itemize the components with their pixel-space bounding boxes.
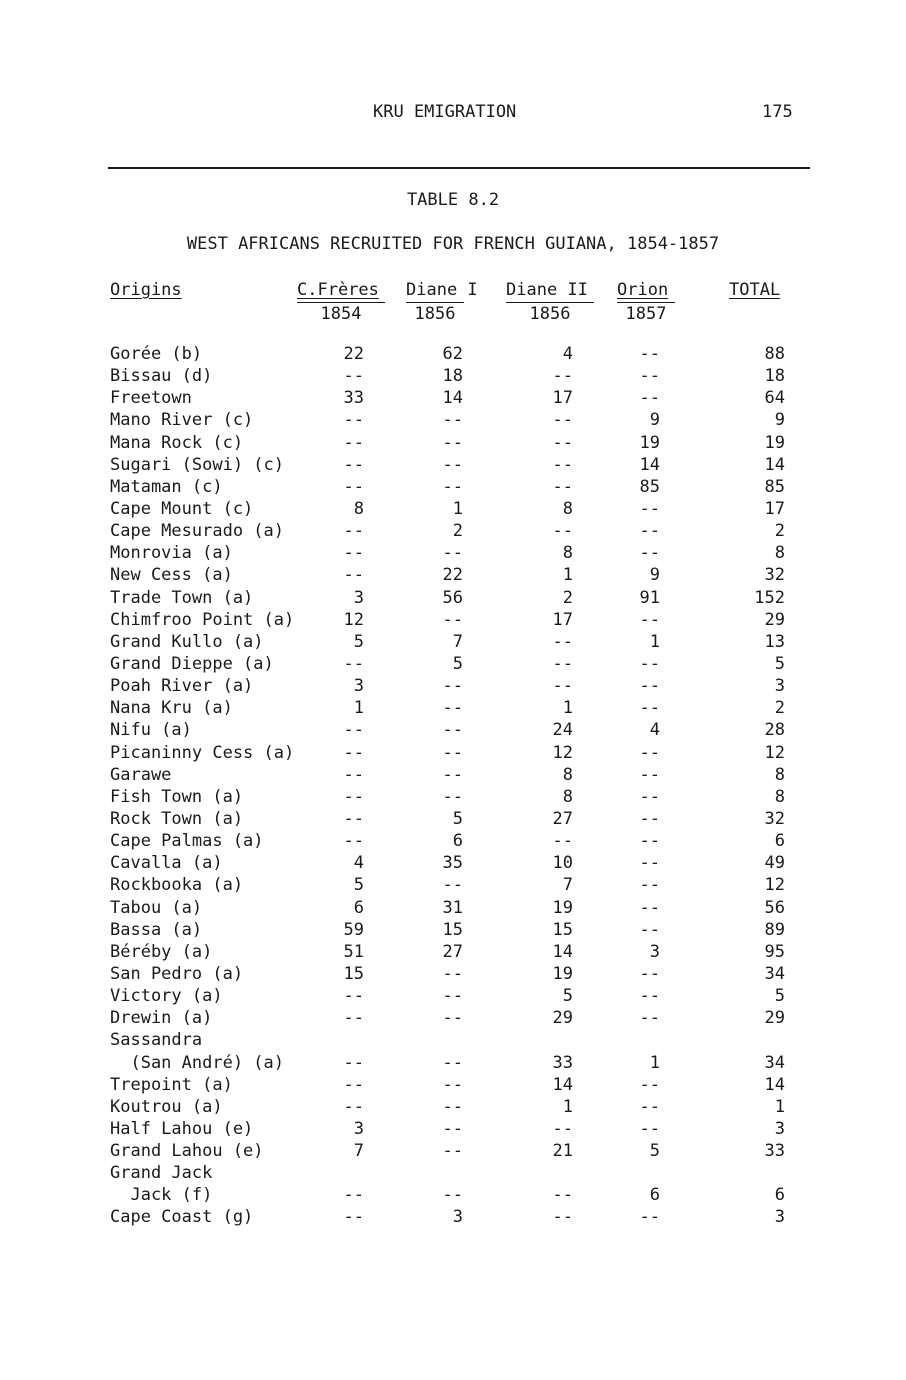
diane1-cell: -- — [442, 432, 463, 453]
diane2-cell: 21 — [552, 1141, 573, 1162]
diane1-cell: 1 — [452, 498, 463, 519]
origin-cell: Tabou (a) — [110, 897, 203, 918]
total-cell: 8 — [774, 543, 785, 564]
cfreres-cell: -- — [343, 454, 364, 475]
diane2-cell: -- — [552, 454, 573, 475]
table-row — [0, 1007, 906, 1029]
total-cell: 64 — [764, 388, 785, 409]
cfreres-cell: -- — [343, 1052, 364, 1073]
total-cell: 34 — [764, 963, 785, 984]
origin-cell: Victory (a) — [110, 986, 223, 1007]
total-cell: 85 — [764, 476, 785, 497]
origin-cell: Mataman (c) — [110, 476, 223, 497]
diane2-cell: 1 — [562, 565, 573, 586]
col-header-cfreres-year: 1854 — [297, 302, 385, 324]
cfreres-cell: -- — [343, 366, 364, 387]
table-row — [0, 609, 906, 631]
origin-cell: Grand Dieppe (a) — [110, 653, 274, 674]
total-cell: 29 — [764, 1008, 785, 1029]
diane2-cell: 2 — [562, 587, 573, 608]
cfreres-cell: -- — [343, 831, 364, 852]
diane1-cell: 5 — [452, 808, 463, 829]
total-cell: 28 — [764, 720, 785, 741]
diane2-cell: 33 — [552, 1052, 573, 1073]
cfreres-cell: -- — [343, 786, 364, 807]
orion-cell: 9 — [649, 565, 660, 586]
diane1-cell: 6 — [452, 831, 463, 852]
cfreres-cell: -- — [343, 476, 364, 497]
cfreres-cell: -- — [343, 410, 364, 431]
total-cell: 12 — [764, 875, 785, 896]
origin-cell: Grand Jack — [110, 1163, 213, 1184]
diane2-cell: 8 — [562, 786, 573, 807]
total-cell: 6 — [774, 831, 785, 852]
table-row — [0, 919, 906, 941]
diane1-cell: 27 — [442, 941, 463, 962]
total-cell: 9 — [774, 410, 785, 431]
origin-cell: Sassandra — [110, 1030, 203, 1051]
orion-cell: -- — [639, 344, 660, 364]
cfreres-cell: -- — [343, 521, 364, 542]
diane2-cell: 19 — [552, 897, 573, 918]
total-cell: 19 — [764, 432, 785, 453]
cfreres-cell: -- — [343, 808, 364, 829]
origin-cell: Cape Palmas (a) — [110, 831, 264, 852]
origin-cell: Béréby (a) — [110, 941, 213, 962]
diane1-cell: 62 — [442, 344, 463, 364]
orion-cell: -- — [639, 875, 660, 896]
cfreres-cell: 15 — [343, 963, 364, 984]
table-row — [0, 365, 906, 387]
orion-cell: -- — [639, 764, 660, 785]
total-cell: 6 — [774, 1185, 785, 1206]
origin-cell: Half Lahou (e) — [110, 1118, 254, 1139]
diane1-cell: 18 — [442, 366, 463, 387]
table-row — [0, 653, 906, 675]
cfreres-cell: -- — [343, 432, 364, 453]
total-cell: 2 — [774, 698, 785, 719]
cfreres-cell: -- — [343, 565, 364, 586]
table-row — [0, 719, 906, 741]
table-row — [0, 830, 906, 852]
total-cell: 8 — [774, 764, 785, 785]
col-header-diane2: Diane II — [506, 280, 588, 300]
orion-cell: 19 — [639, 432, 660, 453]
diane2-cell: 1 — [562, 1096, 573, 1117]
orion-cell: -- — [639, 1207, 660, 1228]
orion-cell: -- — [639, 676, 660, 697]
cfreres-cell: 6 — [353, 897, 364, 918]
diane2-cell: 10 — [552, 853, 573, 874]
cfreres-cell: 22 — [343, 344, 364, 364]
origin-cell: Drewin (a) — [110, 1008, 213, 1029]
origin-cell: Picaninny Cess (a) — [110, 742, 295, 763]
diane1-cell: -- — [442, 720, 463, 741]
diane2-cell: 7 — [562, 875, 573, 896]
cfreres-cell: -- — [343, 986, 364, 1007]
table-row — [0, 520, 906, 542]
cfreres-cell: -- — [343, 1074, 364, 1095]
total-cell: 18 — [764, 366, 785, 387]
table-row — [0, 542, 906, 564]
col-header-diane1: Diane I — [406, 280, 478, 300]
cfreres-cell: 7 — [353, 1141, 364, 1162]
col-header-cfreres — [297, 280, 379, 300]
diane2-cell: 17 — [552, 609, 573, 630]
diane2-cell: 19 — [552, 963, 573, 984]
orion-cell: -- — [639, 653, 660, 674]
cfreres-cell: 59 — [343, 919, 364, 940]
cfreres-cell: -- — [343, 653, 364, 674]
cfreres-cell: -- — [343, 1008, 364, 1029]
total-cell: 3 — [774, 1207, 785, 1228]
origin-cell: Chimfroo Point (a) — [110, 609, 295, 630]
diane1-cell: -- — [442, 543, 463, 564]
diane2-cell: -- — [552, 653, 573, 674]
origin-cell: Koutrou (a) — [110, 1096, 223, 1117]
table-row — [0, 343, 906, 365]
origin-cell: Trade Town (a) — [110, 587, 254, 608]
table-row — [0, 941, 906, 963]
diane2-cell: 4 — [562, 344, 573, 364]
table-row — [0, 1074, 906, 1096]
orion-cell: 1 — [649, 1052, 660, 1073]
orion-cell: -- — [639, 543, 660, 564]
orion-cell: -- — [639, 963, 660, 984]
orion-cell: -- — [639, 808, 660, 829]
table-row — [0, 786, 906, 808]
total-cell: 32 — [764, 565, 785, 586]
diane1-cell: -- — [442, 764, 463, 785]
orion-cell: 3 — [649, 941, 660, 962]
table-row — [0, 852, 906, 874]
diane1-cell: 56 — [442, 587, 463, 608]
orion-cell: -- — [639, 831, 660, 852]
diane1-cell: 3 — [452, 1207, 463, 1228]
diane2-cell: -- — [552, 676, 573, 697]
diane1-cell: 31 — [442, 897, 463, 918]
origin-cell: Rock Town (a) — [110, 808, 244, 829]
diane1-cell: -- — [442, 1052, 463, 1073]
origin-cell: Nana Kru (a) — [110, 698, 233, 719]
table-row — [0, 454, 906, 476]
orion-cell: -- — [639, 698, 660, 719]
total-cell: 8 — [774, 786, 785, 807]
origin-cell: Trepoint (a) — [110, 1074, 233, 1095]
orion-cell: -- — [639, 609, 660, 630]
table-row — [0, 963, 906, 985]
orion-cell: 5 — [649, 1141, 660, 1162]
origin-cell: Poah River (a) — [110, 676, 254, 697]
orion-cell: 4 — [649, 720, 660, 741]
diane1-cell: -- — [442, 1096, 463, 1117]
origin-cell: Nifu (a) — [110, 720, 192, 741]
origin-cell: Bassa (a) — [110, 919, 203, 940]
table-row — [0, 874, 906, 896]
table-row — [0, 1162, 906, 1184]
orion-cell: 6 — [649, 1185, 660, 1206]
diane2-cell: 15 — [552, 919, 573, 940]
diane2-cell: 29 — [552, 1008, 573, 1029]
origin-cell: San Pedro (a) — [110, 963, 244, 984]
total-cell: 5 — [774, 986, 785, 1007]
orion-cell: -- — [639, 521, 660, 542]
table-row — [0, 564, 906, 586]
diane1-cell: -- — [442, 476, 463, 497]
total-cell: 3 — [774, 1118, 785, 1139]
total-cell: 12 — [764, 742, 785, 763]
table-row — [0, 409, 906, 431]
diane1-cell: -- — [442, 410, 463, 431]
orion-cell: -- — [639, 786, 660, 807]
total-cell: 33 — [764, 1141, 785, 1162]
origin-cell: Mana Rock (c) — [110, 432, 244, 453]
table-row — [0, 498, 906, 520]
col-header-diane2-year: 1856 — [506, 302, 594, 324]
diane1-cell: 5 — [452, 653, 463, 674]
table-row — [0, 1052, 906, 1074]
total-cell: 152 — [754, 587, 785, 608]
cfreres-cell: -- — [343, 1096, 364, 1117]
table-body — [0, 343, 906, 1229]
orion-cell: 91 — [639, 587, 660, 608]
diane2-cell: 12 — [552, 742, 573, 763]
diane2-cell: 27 — [552, 808, 573, 829]
orion-cell: -- — [639, 1008, 660, 1029]
orion-cell: -- — [639, 1074, 660, 1095]
orion-cell: -- — [639, 919, 660, 940]
origin-cell: (San André) (a) — [110, 1052, 284, 1073]
origin-cell: Cape Mount (c) — [110, 498, 254, 519]
diane2-cell: 14 — [552, 1074, 573, 1095]
cfreres-cell: 3 — [353, 587, 364, 608]
table-row — [0, 897, 906, 919]
cfreres-cell: 3 — [353, 676, 364, 697]
table-row — [0, 675, 906, 697]
diane2-cell: 8 — [562, 764, 573, 785]
diane1-cell: 7 — [452, 631, 463, 652]
total-cell: 14 — [764, 454, 785, 475]
total-cell: 17 — [764, 498, 785, 519]
orion-cell: -- — [639, 742, 660, 763]
table-caption: WEST AFRICANS RECRUITED FOR FRENCH GUIANA, 1854-1857 — [186, 234, 720, 254]
origin-cell: Grand Lahou (e) — [110, 1141, 264, 1162]
diane2-cell: -- — [552, 1185, 573, 1206]
total-cell: 88 — [764, 344, 785, 364]
table-row — [0, 1118, 906, 1140]
diane2-cell: -- — [552, 631, 573, 652]
diane1-cell: -- — [442, 1074, 463, 1095]
total-cell: 29 — [764, 609, 785, 630]
table-number: TABLE 8.2 — [406, 190, 500, 210]
cfreres-cell: -- — [343, 720, 364, 741]
table-row — [0, 808, 906, 830]
diane2-cell: -- — [552, 1207, 573, 1228]
table-row — [0, 387, 906, 409]
diane1-cell: -- — [442, 698, 463, 719]
running-head-title: KRU EMIGRATION — [373, 102, 517, 122]
cfreres-cell: 8 — [353, 498, 364, 519]
diane1-cell: 22 — [442, 565, 463, 586]
diane2-cell: -- — [552, 521, 573, 542]
diane1-cell: -- — [442, 1185, 463, 1206]
table-row — [0, 1206, 906, 1228]
total-cell: 32 — [764, 808, 785, 829]
orion-cell: -- — [639, 366, 660, 387]
origin-cell: Fish Town (a) — [110, 786, 244, 807]
cfreres-cell: -- — [343, 543, 364, 564]
diane1-cell: 14 — [442, 388, 463, 409]
diane2-cell: -- — [552, 432, 573, 453]
table-row — [0, 476, 906, 498]
diane1-cell: -- — [442, 786, 463, 807]
cfreres-cell: -- — [343, 742, 364, 763]
diane1-cell: -- — [442, 1141, 463, 1162]
total-cell: 13 — [764, 631, 785, 652]
diane2-cell: -- — [552, 410, 573, 431]
cfreres-cell: -- — [343, 1185, 364, 1206]
cfreres-cell: 4 — [353, 853, 364, 874]
cfreres-cell: 51 — [343, 941, 364, 962]
cfreres-cell: -- — [343, 1207, 364, 1228]
diane2-cell: 8 — [562, 498, 573, 519]
orion-cell: 85 — [639, 476, 660, 497]
cfreres-cell: -- — [343, 764, 364, 785]
diane2-cell: 5 — [562, 986, 573, 1007]
origin-cell: Cape Mesurado (a) — [110, 521, 284, 542]
total-cell: 49 — [764, 853, 785, 874]
diane1-cell: -- — [442, 609, 463, 630]
orion-cell: -- — [639, 853, 660, 874]
orion-cell: -- — [639, 1118, 660, 1139]
diane2-cell: -- — [552, 1118, 573, 1139]
origin-cell: Sugari (Sowi) (c) — [110, 454, 284, 475]
orion-cell: -- — [639, 498, 660, 519]
total-cell: 95 — [764, 941, 785, 962]
origin-cell: Jack (f) — [110, 1185, 213, 1206]
total-cell: 1 — [774, 1096, 785, 1117]
diane1-cell: 2 — [452, 521, 463, 542]
origin-cell: Bissau (d) — [110, 366, 213, 387]
orion-cell: -- — [639, 388, 660, 409]
origin-cell: Gorée (b) — [110, 344, 203, 364]
cfreres-cell: 1 — [353, 698, 364, 719]
table-row — [0, 742, 906, 764]
total-cell: 5 — [774, 653, 785, 674]
table-header — [0, 280, 906, 330]
origin-cell: Cape Coast (g) — [110, 1207, 254, 1228]
table-row — [0, 985, 906, 1007]
table-row — [0, 631, 906, 653]
cfreres-cell: 5 — [353, 875, 364, 896]
total-cell: 2 — [774, 521, 785, 542]
col-header-diane1-year: 1856 — [406, 302, 464, 324]
col-header-orion: Orion — [617, 280, 669, 300]
cfreres-cell: 33 — [343, 388, 364, 409]
diane2-cell: -- — [552, 831, 573, 852]
diane1-cell: -- — [442, 1008, 463, 1029]
origin-cell: Mano River (c) — [110, 410, 254, 431]
diane2-cell: 14 — [552, 941, 573, 962]
header-rule — [108, 167, 810, 169]
orion-cell: 9 — [649, 410, 660, 431]
diane1-cell: -- — [442, 454, 463, 475]
diane2-cell: 1 — [562, 698, 573, 719]
diane1-cell: -- — [442, 676, 463, 697]
origin-cell: Grand Kullo (a) — [110, 631, 264, 652]
col-header-orion-year: 1857 — [617, 302, 675, 324]
orion-cell: -- — [639, 897, 660, 918]
table-row — [0, 764, 906, 786]
cfreres-cell: 12 — [343, 609, 364, 630]
total-cell: 3 — [774, 676, 785, 697]
diane1-cell: -- — [442, 963, 463, 984]
total-cell: 34 — [764, 1052, 785, 1073]
total-cell: 89 — [764, 919, 785, 940]
origin-cell: Rockbooka (a) — [110, 875, 244, 896]
orion-cell: -- — [639, 1096, 660, 1117]
col-header-total: TOTAL — [729, 280, 781, 300]
table-row — [0, 697, 906, 719]
origin-cell: New Cess (a) — [110, 565, 233, 586]
total-cell: 14 — [764, 1074, 785, 1095]
cfreres-cell: 5 — [353, 631, 364, 652]
diane2-cell: -- — [552, 476, 573, 497]
col-header-cfreres-name: C.Frères — [297, 280, 379, 300]
table-row — [0, 1029, 906, 1051]
origin-cell: Garawe — [110, 764, 172, 785]
diane2-cell: -- — [552, 366, 573, 387]
diane1-cell: -- — [442, 1118, 463, 1139]
diane2-cell: 17 — [552, 388, 573, 409]
diane1-cell: 15 — [442, 919, 463, 940]
cfreres-cell: 3 — [353, 1118, 364, 1139]
col-header-origins: Origins — [110, 280, 182, 300]
diane2-cell: 24 — [552, 720, 573, 741]
diane2-cell: 8 — [562, 543, 573, 564]
origin-cell: Cavalla (a) — [110, 853, 223, 874]
table-row — [0, 1140, 906, 1162]
diane1-cell: -- — [442, 742, 463, 763]
orion-cell: -- — [639, 986, 660, 1007]
diane1-cell: -- — [442, 986, 463, 1007]
origin-cell: Monrovia (a) — [110, 543, 233, 564]
orion-cell: 1 — [649, 631, 660, 652]
diane1-cell: 35 — [442, 853, 463, 874]
diane1-cell: -- — [442, 875, 463, 896]
origin-cell: Freetown — [110, 388, 192, 409]
table-row — [0, 432, 906, 454]
orion-cell: 14 — [639, 454, 660, 475]
total-cell: 56 — [764, 897, 785, 918]
table-row — [0, 587, 906, 609]
table-row — [0, 1096, 906, 1118]
table-row — [0, 1184, 906, 1206]
page-number: 175 — [762, 102, 793, 122]
